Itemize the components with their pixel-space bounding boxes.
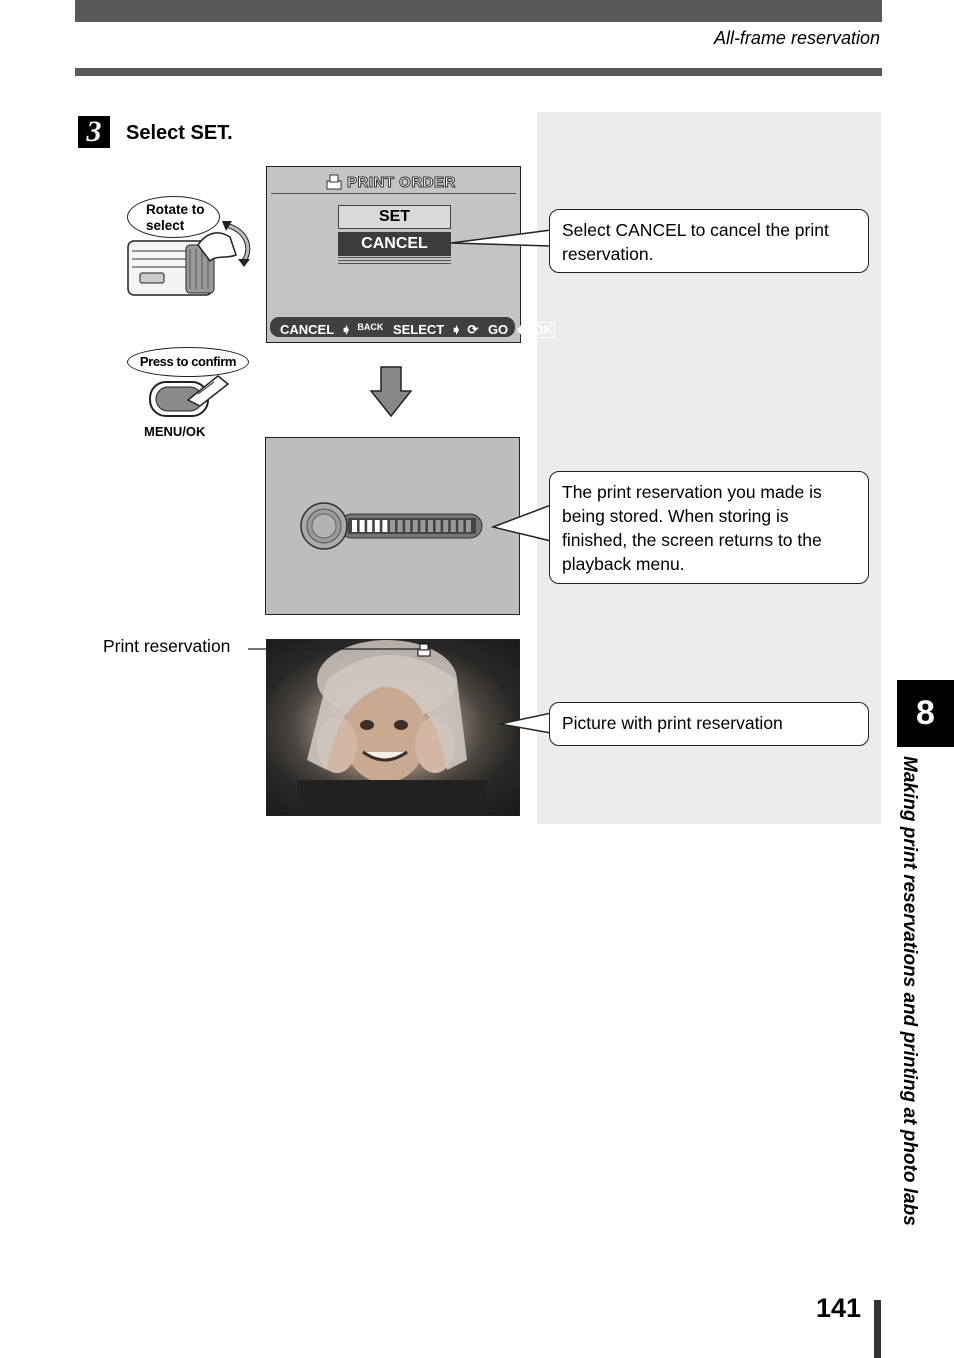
arrow-right-icon: ➧ [450,322,462,337]
page-edge-bar [874,1300,881,1358]
chapter-tab: 8 [897,680,954,747]
menu-ok-label: MENU/OK [144,424,206,439]
menu-option-cancel[interactable]: CANCEL [338,232,451,256]
lcd-menu-title: PRINT ORDER [347,174,456,191]
menu-option-set[interactable]: SET [338,205,451,229]
callout-picture-note: Picture with print reservation [549,702,869,746]
print-reservation-label: Print reservation [103,636,231,656]
guide-back-label: BACK [357,322,384,332]
step-number: 3 [78,116,110,148]
callout-cancel-note: Select CANCEL to cancel the print reservation. [549,209,869,273]
callout-storing-note: The print reservation you made is being stored. When storing is finished, the screen returns to the playback menu. [549,471,869,584]
press-to-confirm-bubble: Press to confirm [127,347,249,377]
guide-ok-label: OK [533,322,553,337]
step-title: Select SET. [126,122,233,144]
guide-select-label: SELECT [392,322,445,337]
guide-go-label: GO [487,322,509,337]
arrow-right-icon: ➧ [514,322,526,337]
guide-cancel-label: CANCEL [280,322,335,337]
dial-icon: ⟳ [467,322,479,337]
page-number: 141 [816,1293,862,1323]
rotate-to-select-bubble: Rotate to select [127,196,220,238]
chapter-title-vertical: Making print reservations and printing at photo labs [899,756,920,1226]
section-title: All-frame reservation [713,28,880,48]
arrow-right-icon: ➧ [340,322,352,337]
